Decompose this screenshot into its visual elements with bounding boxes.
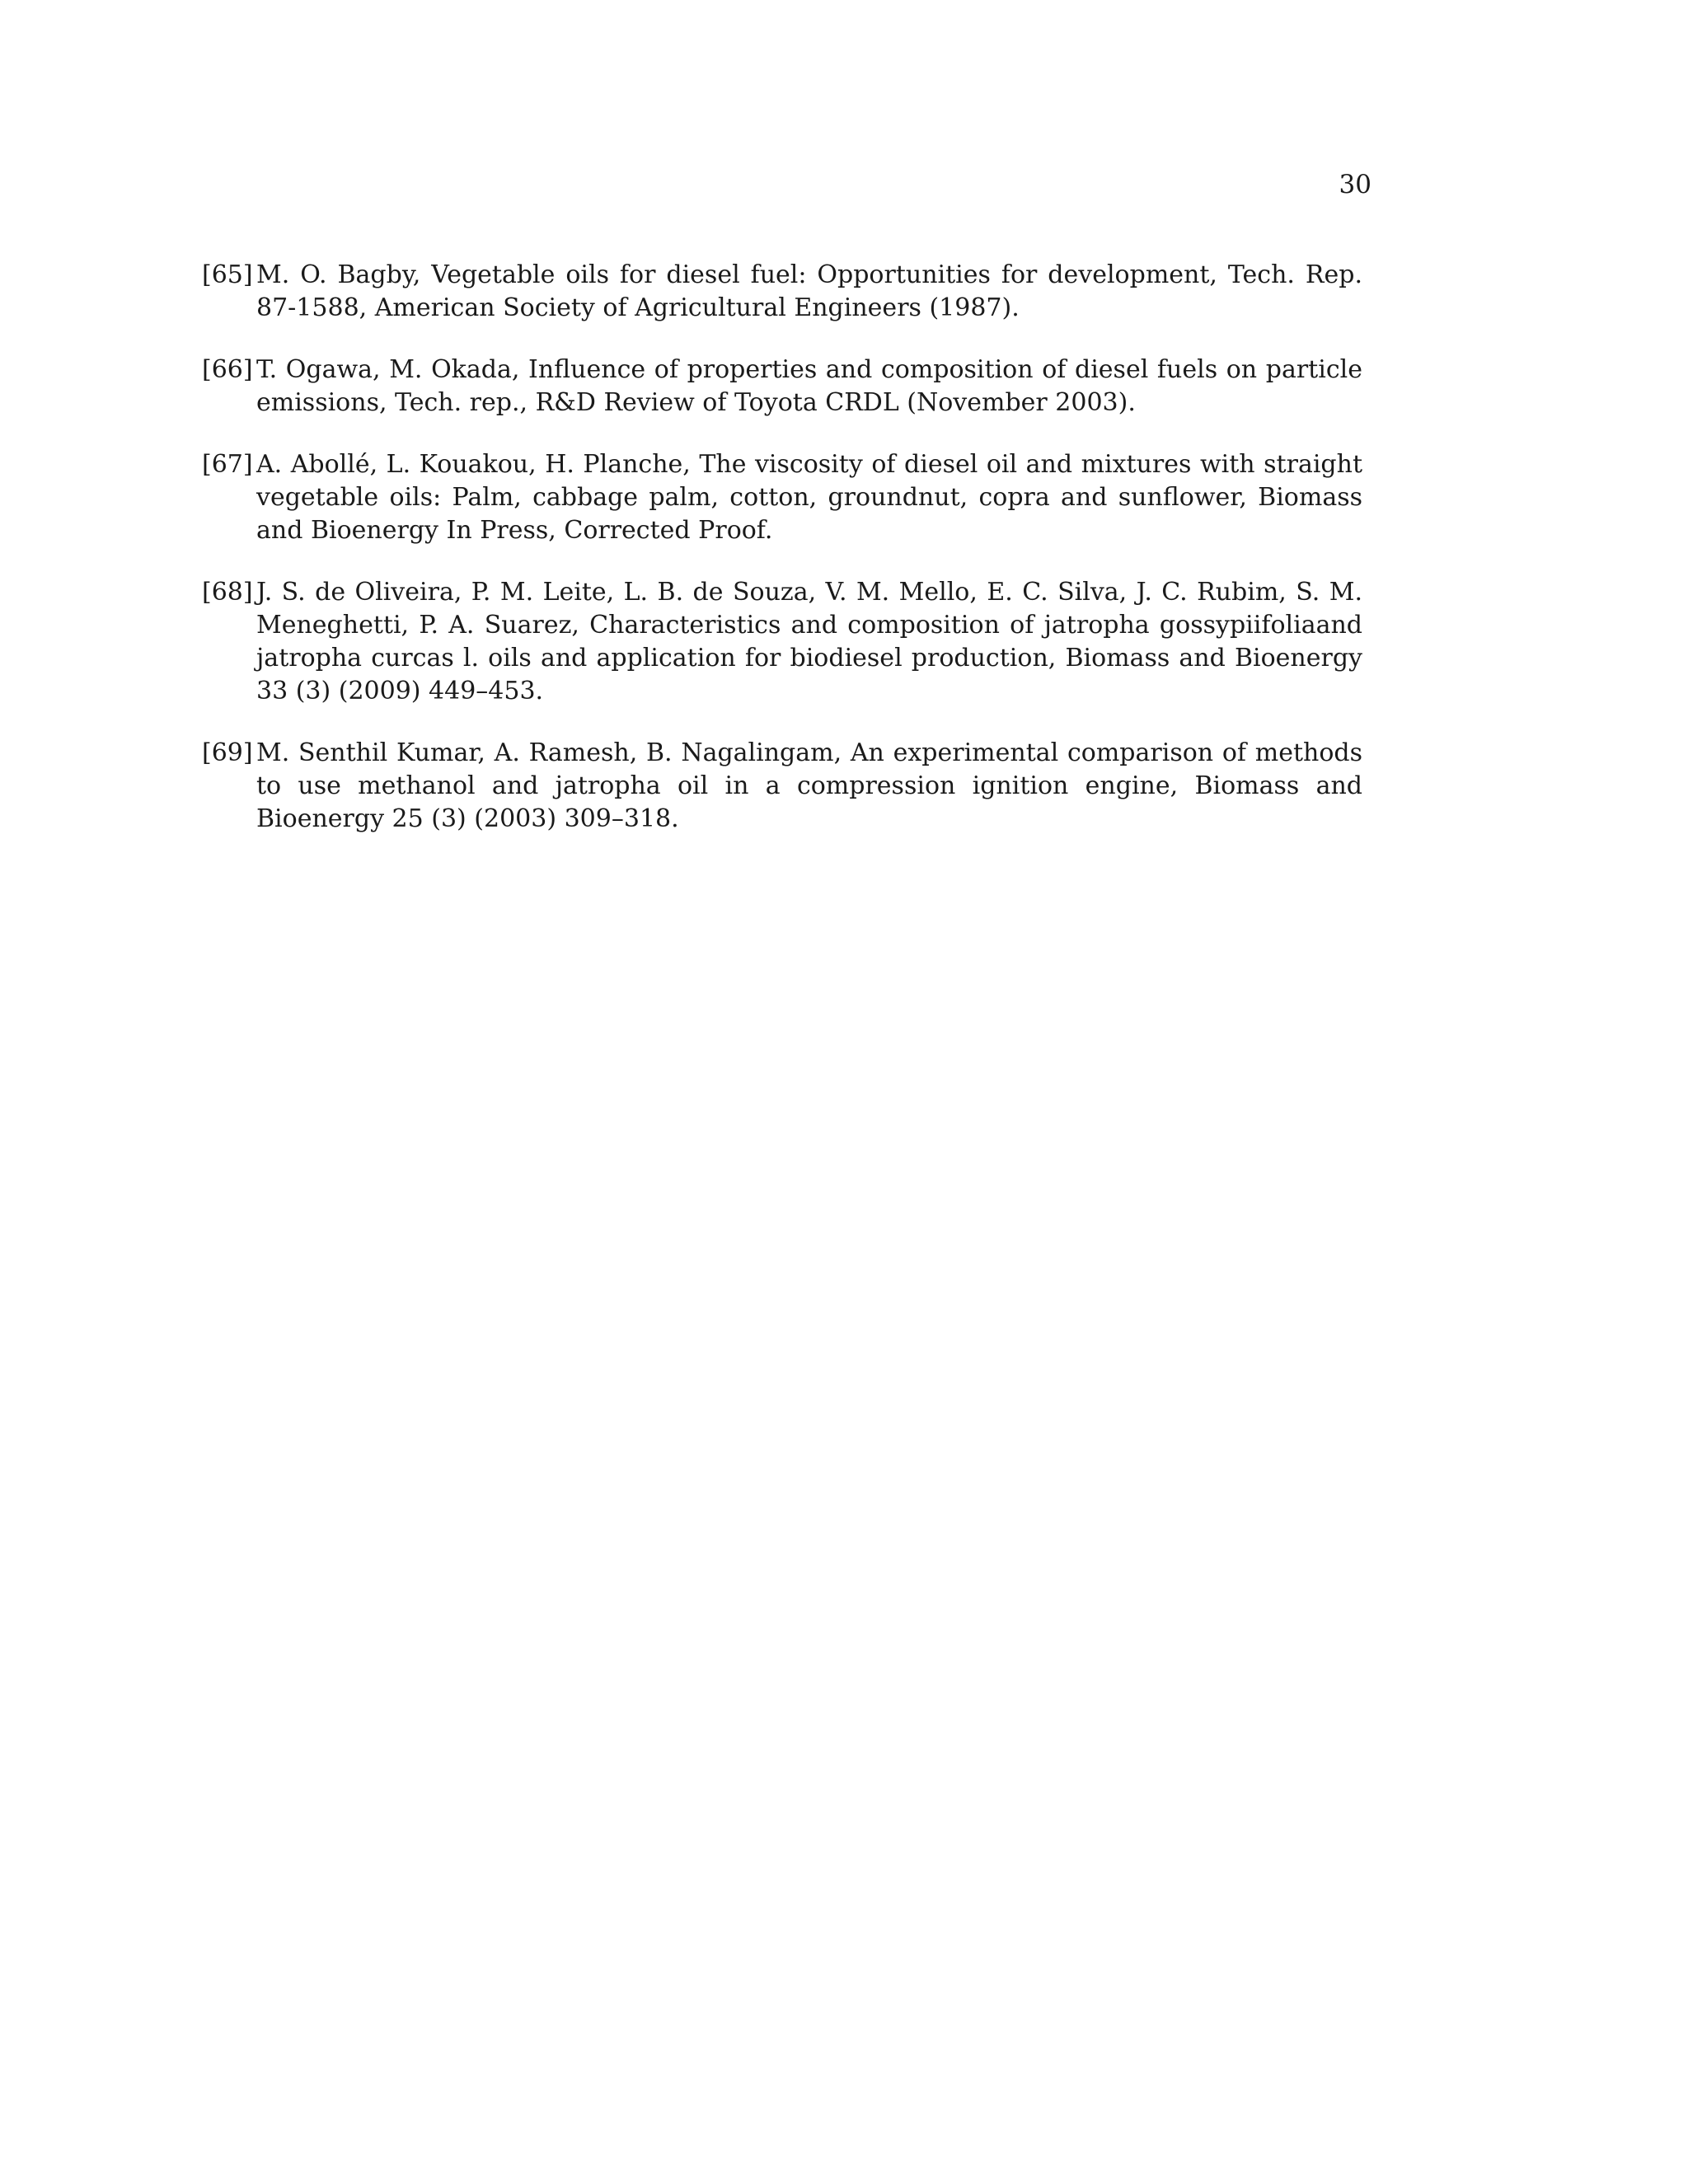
reference-label: [69] [202,738,253,767]
reference-text: T. Ogawa, M. Okada, Influence of properties and composition of diesel fuels on particle emissions, Tech. rep., R&D Review of Toyota CRDL (November 2003). [256,355,1362,417]
reference-label: [67] [202,450,253,479]
reference-entry [202,354,1362,419]
page-number: 30 [1339,170,1372,199]
reference-label: [68] [202,578,253,607]
reference-text: M. Senthil Kumar, A. Ramesh, B. Nagalingam, An experimental comparison of methods to use methanol and jatropha oil in a compression ignition engine, Biomass and Bioenergy 25 (3) (2003) 309–318. [256,738,1362,833]
reference-label: [66] [202,355,253,384]
reference-label: [65] [202,260,253,289]
reference-entry [202,448,1362,547]
reference-entry [202,737,1362,836]
reference-text: J. S. de Oliveira, P. M. Leite, L. B. de Souza, V. M. Mello, E. C. Silva, J. C. Rubim, S. M. Meneghetti, P. A. Suarez, Characteristics and composition of jatropha gossypiifoliaand jatropha curcas l. oils and application for biodiesel production, Biomass and Bioenergy 33 (3) (2009) 449–453. [256,578,1362,705]
reference-text: A. Abollé, L. Kouakou, H. Planche, The viscosity of diesel oil and mixtures with straight vegetable oils: Palm, cabbage palm, cotton, groundnut, copra and sunflower, Biomass and Bioenergy In Press, Corrected Proof. [256,450,1362,545]
reference-entry [202,576,1362,708]
reference-entry [202,259,1362,325]
reference-text: M. O. Bagby, Vegetable oils for diesel fuel: Opportunities for development, Tech. Rep. 87-1588, American Society of Agricultural Engineers (1987). [256,260,1362,322]
reference-list [202,259,1362,865]
